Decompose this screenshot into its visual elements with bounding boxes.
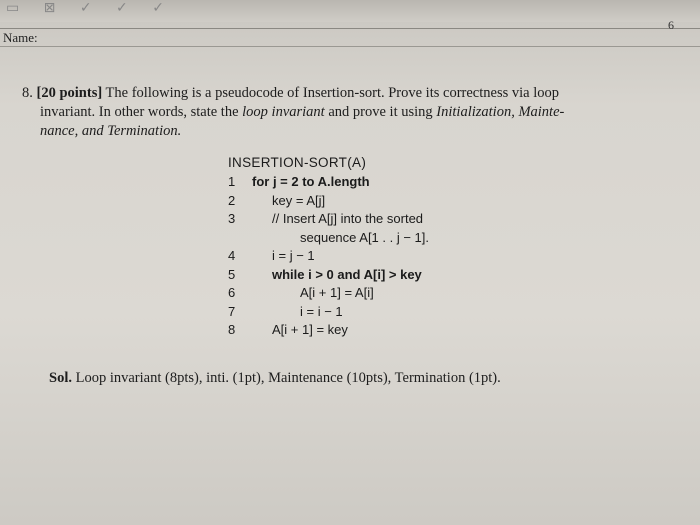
page-number: 6 <box>668 18 674 32</box>
algorithm-line <box>228 322 366 341</box>
algorithm-lines <box>228 174 430 341</box>
line-code: sequence A[1 . . j − 1]. <box>300 229 430 245</box>
line-code: // Insert A[j] into the sorted <box>272 211 424 226</box>
question-number: 8. <box>22 85 33 101</box>
question-line-1 <box>22 84 682 103</box>
algorithm-line <box>228 211 424 230</box>
question-text-2a: invariant. In other words, state the <box>40 104 243 120</box>
line-code: i = i − 1 <box>300 303 343 319</box>
algorithm-title: INSERTION-SORT(A) <box>228 155 367 170</box>
line-code: A[i + 1] = A[i] <box>300 285 374 300</box>
question-text-1: The following is a pseudocode of Insertion-sort. Prove its correctness via loop <box>105 85 559 101</box>
header-rule <box>0 28 700 29</box>
question-points: [20 points] <box>36 85 103 101</box>
solution-line <box>49 370 501 387</box>
solution-text: Loop invariant (8pts), inti. (1pt), Maintenance (10pts), Termination (1pt). <box>75 370 501 386</box>
question-line-2 <box>22 103 682 122</box>
line-code: while i > 0 and A[i] > key <box>272 266 422 282</box>
algorithm-line <box>228 193 366 212</box>
line-number: 8 <box>228 322 236 337</box>
line-number: 7 <box>228 303 236 319</box>
algorithm-line <box>228 248 366 267</box>
algorithm-line <box>228 174 370 193</box>
solution-label: Sol. <box>49 370 72 386</box>
faint-toolbar-icons: ▭ ⊠ ✓ ✓ ✓ <box>6 0 174 16</box>
line-number: 3 <box>228 211 236 226</box>
question-line-3: nance, and Termination. <box>40 123 182 139</box>
line-number: 6 <box>228 285 236 300</box>
line-code: A[i + 1] = key <box>272 322 348 337</box>
question-text-2d: Initialization, Mainte- <box>436 104 565 120</box>
pseudocode-block <box>228 155 430 341</box>
line-number: 4 <box>228 248 236 263</box>
name-label: Name: <box>3 30 38 45</box>
question-text-2c: and prove it using <box>324 104 437 120</box>
line-code: i = j − 1 <box>272 248 315 263</box>
line-code: for j = 2 to A.length <box>252 174 370 189</box>
algorithm-line <box>228 285 374 304</box>
name-rule <box>0 46 700 47</box>
question-text-2b: loop invariant <box>242 104 325 120</box>
algorithm-line <box>228 266 422 286</box>
line-number: 1 <box>228 174 236 189</box>
line-number: 2 <box>228 192 236 208</box>
algorithm-line <box>228 304 366 323</box>
question-8 <box>22 84 682 141</box>
line-number: 5 <box>228 266 236 282</box>
algorithm-line <box>228 229 430 249</box>
line-code: key = A[j] <box>272 192 326 208</box>
top-strip <box>0 0 700 22</box>
